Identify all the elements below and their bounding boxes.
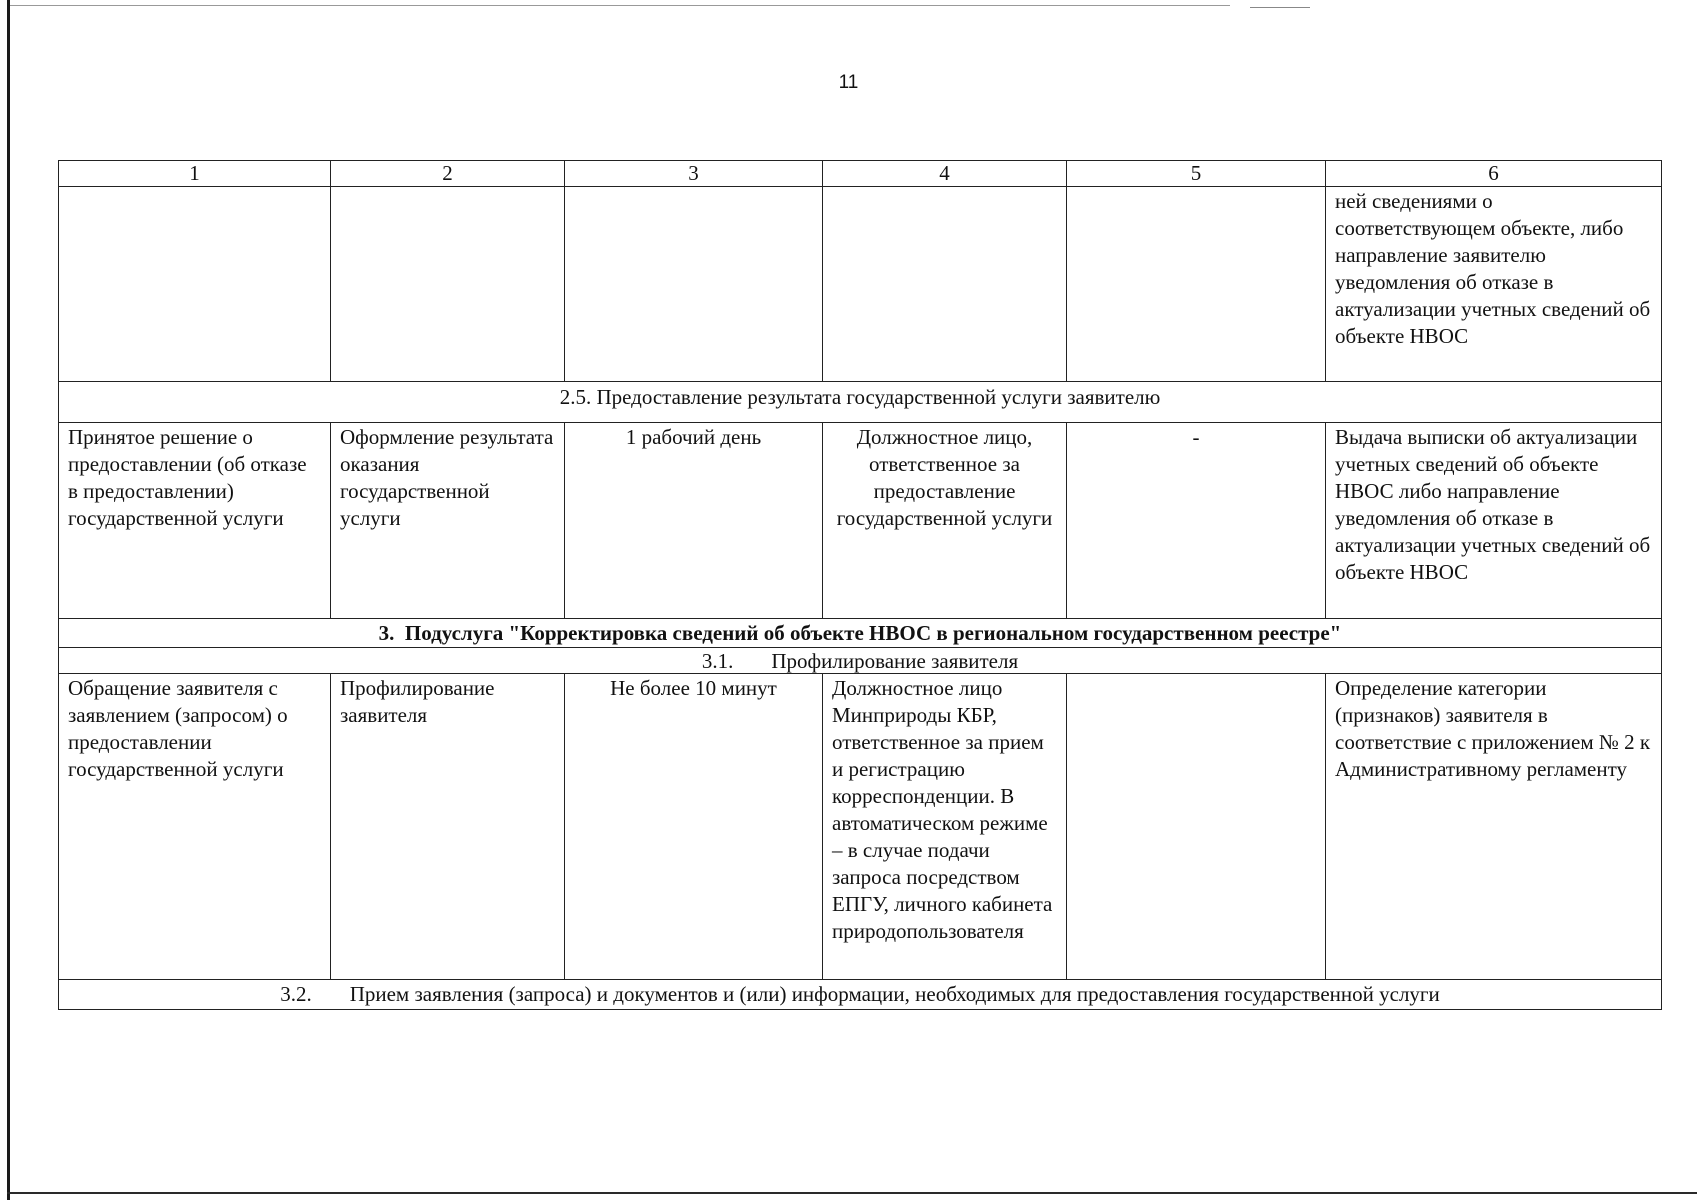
row2-cell-5: - — [1067, 423, 1326, 619]
header-cell-4: 4 — [823, 161, 1067, 187]
scan-top-line — [10, 5, 1230, 6]
scan-bottom-edge — [7, 1192, 1697, 1194]
header-row — [59, 161, 1662, 187]
row3-cell-6: Определение категории (признаков) заявителя в соответствие с приложением № 2 к Административному регламенту — [1326, 674, 1662, 980]
section-row-3-1 — [59, 648, 1662, 674]
row3-cell-3: Не более 10 минут — [565, 674, 823, 980]
scan-top-mark — [1250, 7, 1310, 8]
section-3-1-title: Профилирование заявителя — [771, 649, 1019, 673]
section-row-3-2 — [59, 980, 1662, 1010]
scan-left-edge — [7, 0, 10, 1200]
section-2-5-title: 2.5. Предоставление результата государственной услуги заявителю — [59, 382, 1662, 423]
row3-cell-1: Обращение заявителя с заявлением (запросом) о предоставлении государственной услуги — [59, 674, 331, 980]
table-row — [59, 423, 1662, 619]
table-row — [59, 187, 1662, 382]
row2-cell-2: Оформление результата оказания государственной услуги — [331, 423, 565, 619]
section-3-title: Подуслуга "Корректировка сведений об объекте НВОС в региональном государственном реестре" — [404, 621, 1342, 645]
row3-cell-4: Должностное лицо Минприроды КБР, ответственное за прием и регистрацию корреспонденции. В автоматическом режиме – в случае подачи запроса посредством ЕПГУ, личного кабинета природопользователя — [823, 674, 1067, 980]
row2-cell-4: Должностное лицо, ответственное за предоставление государственной услуги — [823, 423, 1067, 619]
page-number: 11 — [838, 72, 859, 93]
header-cell-6: 6 — [1326, 161, 1662, 187]
row1-cell-2 — [331, 187, 565, 382]
section-row-3 — [59, 619, 1662, 648]
row2-cell-6: Выдача выписки об актуализации учетных сведений об объекте НВОС либо направление уведомления об отказе в актуализации учетных сведений об объекте НВОС — [1326, 423, 1662, 619]
section-3-2-heading — [59, 980, 1662, 1010]
row3-cell-5 — [1067, 674, 1326, 980]
header-cell-2: 2 — [331, 161, 565, 187]
section-3-heading — [59, 619, 1662, 648]
row1-cell-3 — [565, 187, 823, 382]
table-row — [59, 674, 1662, 980]
header-cell-1: 1 — [59, 161, 331, 187]
row2-cell-3: 1 рабочий день — [565, 423, 823, 619]
row1-cell-6: ней сведениями о соответствующем объекте, либо направление заявителю уведомления об отказе в актуализации учетных сведений об объекте НВОС — [1326, 187, 1662, 382]
section-3-number: 3. — [378, 621, 395, 645]
header-cell-5: 5 — [1067, 161, 1326, 187]
row2-cell-1: Принятое решение о предоставлении (об отказе в предоставлении) государственной услуги — [59, 423, 331, 619]
section-3-1-heading — [59, 648, 1662, 674]
row3-cell-2: Профилирование заявителя — [331, 674, 565, 980]
section-row-2-5 — [59, 382, 1662, 423]
row1-cell-1 — [59, 187, 331, 382]
header-cell-3: 3 — [565, 161, 823, 187]
section-3-2-number: 3.2. — [280, 982, 312, 1006]
section-3-1-number: 3.1. — [701, 649, 734, 673]
section-3-2-title: Прием заявления (запроса) и документов и (или) информации, необходимых для предоставления государственной услуги — [349, 982, 1440, 1006]
procedure-table — [58, 160, 1662, 1010]
row1-cell-5 — [1067, 187, 1326, 382]
row1-cell-4 — [823, 187, 1067, 382]
